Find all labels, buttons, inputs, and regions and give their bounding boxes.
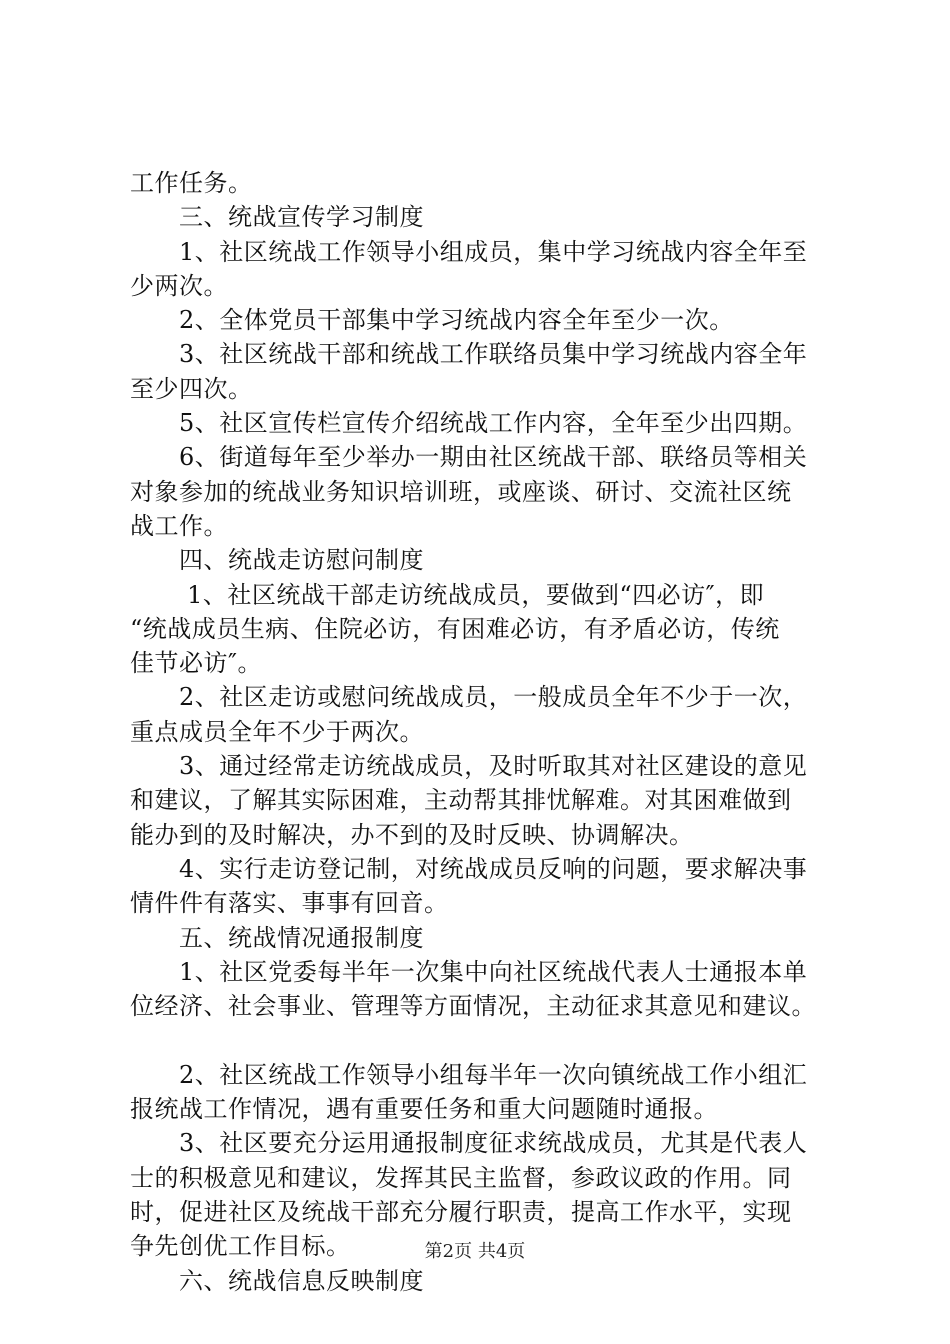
text-line: 士的积极意见和建议，发挥其民主监督，参政议政的作用。同 <box>130 1163 792 1192</box>
text-line: 工作任务。 <box>130 169 253 197</box>
text-line: 4、实行走访登记制，对统战成员反响的问题，要求解决事 <box>130 854 808 883</box>
text-line: 位经济、社会事业、管理等方面情况，主动征求其意见和建议。 <box>130 992 816 1021</box>
text-line: 3、通过经常走访统战成员，及时听取其对社区建设的意见 <box>130 752 808 781</box>
text-line: 战工作。 <box>130 511 228 540</box>
text-line: 重点成员全年不少于两次。 <box>130 717 424 746</box>
text-line: 少两次。 <box>130 271 228 300</box>
text-line: 1、社区党委每半年一次集中向社区统战代表人士通报本单 <box>130 957 808 986</box>
section-heading: 六、统战信息反映制度 <box>130 1266 424 1295</box>
text-line: “统战成员生病、住院必访，有困难必访，有矛盾必访，传统 <box>130 614 780 643</box>
text-line: 时，促进社区及统战干部充分履行职责，提高工作水平，实现 <box>130 1197 792 1226</box>
text-line: 1、社区统战干部走访统战成员，要做到“四必访″，即 <box>130 580 765 609</box>
page-footer: 第2页 共4页 <box>424 1241 526 1262</box>
text-line: 3、社区统战干部和统战工作联络员集中学习统战内容全年 <box>130 340 808 369</box>
text-line: 和建议，了解其实际困难，主动帮其排忧解难。对其困难做到 <box>130 786 792 815</box>
section-heading: 三、统战宣传学习制度 <box>130 203 424 232</box>
document-body <box>130 166 830 1298</box>
text-line: 报统战工作情况，遇有重要任务和重大问题随时通报。 <box>130 1095 718 1124</box>
text-line: 2、社区走访或慰问统战成员，一般成员全年不少于一次， <box>130 683 808 712</box>
text-line: 1、社区统战工作领导小组成员，集中学习统战内容全年至 <box>130 237 808 266</box>
section-heading: 四、统战走访慰问制度 <box>130 546 424 575</box>
text-line: 3、社区要充分运用通报制度征求统战成员，尤其是代表人 <box>130 1129 808 1158</box>
text-line: 6、街道每年至少举办一期由社区统战干部、联络员等相关 <box>130 443 808 472</box>
text-line: 2、社区统战工作领导小组每半年一次向镇统战工作小组汇 <box>130 1060 808 1089</box>
section-heading: 五、统战情况通报制度 <box>130 923 424 952</box>
text-line: 至少四次。 <box>130 374 253 403</box>
blank-line <box>130 1023 830 1057</box>
text-line: 佳节必访″。 <box>130 649 262 678</box>
text-line: 对象参加的统战业务知识培训班，或座谈、研讨、交流社区统 <box>130 477 792 506</box>
text-line: 争先创优工作目标。 <box>130 1232 351 1261</box>
text-line: 能办到的及时解决，办不到的及时反映、协调解决。 <box>130 820 694 849</box>
text-line: 2、全体党员干部集中学习统战内容全年至少一次。 <box>130 306 734 335</box>
text-line: 情件件有落实、事事有回音。 <box>130 889 449 918</box>
text-line: 5、社区宣传栏宣传介绍统战工作内容，全年至少出四期。 <box>130 409 808 438</box>
